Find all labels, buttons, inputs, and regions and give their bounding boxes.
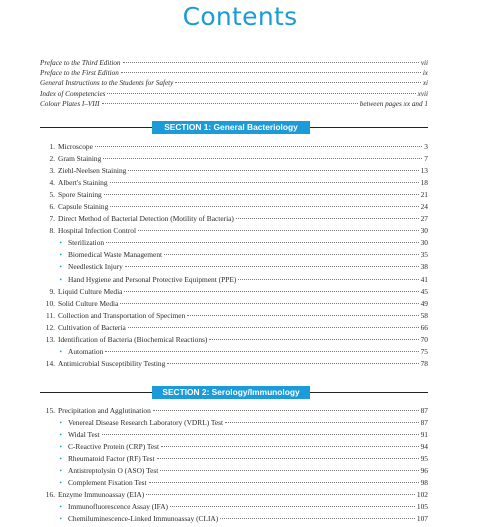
toc-subentry[interactable] (40, 274, 428, 286)
toc-entry-number: 2. (49, 154, 55, 164)
toc-entry[interactable] (40, 225, 428, 237)
section-1-heading: SECTION 1: General Bacteriology (152, 121, 310, 134)
toc-entry-page: 78 (420, 358, 428, 368)
toc-entry[interactable] (40, 489, 428, 501)
section-2-heading: SECTION 2: Serology/Immunology (152, 386, 310, 399)
toc-subentry[interactable] (40, 441, 428, 453)
toc-subentry[interactable] (40, 237, 428, 249)
toc-entry-number: 7. (49, 214, 55, 224)
toc-entry-label: Colour Plates I–VIII (40, 99, 100, 108)
dotted-leader (102, 434, 419, 435)
toc-entry-page: xi (422, 79, 428, 88)
dotted-leader (164, 254, 419, 255)
toc-entry-page: 27 (420, 214, 428, 224)
toc-subentry[interactable] (40, 429, 428, 441)
toc-entry[interactable] (40, 153, 428, 165)
toc-entry-page: 95 (420, 454, 428, 464)
dotted-leader (125, 266, 419, 267)
dotted-leader (104, 194, 419, 195)
toc-entry-page: 49 (420, 298, 428, 308)
toc-entry-page: 41 (420, 274, 428, 284)
toc-entry-label: Capsule Staining (58, 202, 109, 212)
toc-entry-page: 98 (420, 478, 428, 488)
bullet-icon: • (59, 347, 62, 356)
dotted-leader (103, 158, 422, 159)
toc-subentry[interactable] (40, 261, 428, 273)
toc-entry-number: 14. (45, 358, 55, 368)
toc-entry-page: ix (422, 69, 428, 78)
toc-entry-label: Enzyme Immunoassay (EIA) (58, 490, 145, 500)
toc-entry[interactable] (40, 405, 428, 417)
toc-entry[interactable] (40, 334, 428, 346)
toc-entry-label: Widal Test (68, 430, 100, 440)
toc-entry-page: 107 (416, 514, 428, 524)
toc-entry[interactable] (40, 141, 428, 153)
toc-entry[interactable] (40, 177, 428, 189)
toc-entry-label: Needlestick Injury (68, 262, 123, 272)
bullet-icon: • (59, 443, 62, 452)
toc-entry[interactable] (40, 68, 428, 78)
toc-entry[interactable] (40, 165, 428, 177)
toc-entry-label: Hand Hygiene and Personal Protective Equipment (PPE) (68, 274, 237, 284)
toc-entry-label: Precipitation and Agglutination (58, 406, 151, 415)
bullet-icon: • (59, 455, 62, 464)
toc-entry-page: 18 (420, 178, 428, 188)
toc-entry-page: between pages xx and 1 (359, 99, 428, 108)
toc-entry-label: Rheumatoid Factor (RF) Test (68, 454, 155, 464)
toc-entry-label: Antistreptolysin O (ASO) Test (68, 466, 159, 476)
toc-entry-label: Solid Culture Media (58, 298, 119, 308)
dotted-leader (236, 218, 419, 219)
toc-entry-label: Gram Staining (58, 154, 102, 164)
toc-entry-label: Hospital Infection Control (58, 226, 136, 236)
dotted-leader (238, 279, 418, 280)
toc-subentry[interactable] (40, 417, 428, 429)
toc-entry-label: C-Reactive Protein (CRP) Test (68, 442, 160, 452)
toc-entry[interactable] (40, 89, 428, 99)
toc-entry-label: Albert's Staining (58, 178, 108, 188)
toc-entry-label: Ziehl-Neelsen Staining (58, 166, 127, 176)
dotted-leader (105, 351, 418, 352)
bullet-icon: • (59, 263, 62, 272)
page-title: Contents (182, 2, 298, 31)
toc-entry-label: Cultivation of Bacteria (58, 322, 126, 332)
toc-entry-page: 45 (420, 286, 428, 296)
toc-subentry[interactable] (40, 501, 428, 513)
bullet-icon: • (59, 251, 62, 260)
toc-entry-page: 96 (420, 466, 428, 476)
dotted-leader (124, 291, 418, 292)
toc-entry-label: General Instructions to the Students for Safety (40, 79, 174, 88)
dotted-leader (225, 422, 419, 423)
dotted-leader (110, 206, 418, 207)
dotted-leader (128, 170, 418, 171)
toc-entry-page: 13 (420, 166, 428, 176)
toc-entry-number: 16. (45, 490, 55, 500)
toc-entry-page: xvii (417, 89, 428, 98)
dotted-leader (138, 230, 419, 231)
dotted-leader (209, 339, 418, 340)
toc-entry-page: 58 (420, 310, 428, 320)
toc-entry-page: 21 (420, 190, 428, 200)
dotted-leader (106, 242, 418, 243)
dotted-leader (167, 363, 418, 364)
toc-entry-label: Biomedical Waste Management (68, 250, 163, 260)
dotted-leader (110, 182, 419, 183)
toc-subentry[interactable] (40, 513, 428, 525)
toc-entry-number: 12. (45, 322, 55, 332)
toc-entry-page: 35 (420, 250, 428, 260)
toc-entry-label: Venereal Disease Research Laboratory (VDRL) Test (68, 418, 224, 428)
toc-entry-number: 11. (46, 310, 55, 320)
section-1-list (40, 141, 428, 370)
dotted-leader (220, 518, 415, 519)
toc-entry-page: 87 (420, 418, 428, 428)
toc-entry-page: 7 (424, 154, 428, 164)
toc-entry-label: Chemiluminescence-Linked Immunoassay (CLIA) (68, 514, 219, 524)
toc-entry-page: 66 (420, 322, 428, 332)
bullet-icon: • (59, 515, 62, 524)
toc-entry-page: vii (420, 59, 428, 67)
toc-entry-number: 5. (49, 190, 55, 200)
toc-entry-label: Collection and Transportation of Specimen (58, 310, 186, 320)
toc-entry-page: 94 (420, 442, 428, 452)
toc-entry-label: Microscope (58, 142, 93, 151)
toc-entry-page: 75 (420, 346, 428, 356)
toc-entry-page: 38 (420, 262, 428, 272)
toc-entry[interactable] (40, 58, 428, 68)
bullet-icon: • (59, 467, 62, 476)
toc-entry[interactable] (40, 286, 428, 298)
toc-entry-label: Immunofluorescence Assay (IFA) (68, 502, 169, 512)
toc-subentry[interactable] (40, 249, 428, 261)
dotted-leader (123, 62, 419, 63)
toc-entry-label: Preface to the First Edition (40, 69, 119, 78)
toc-entry-number: 6. (49, 202, 55, 212)
dotted-leader (120, 303, 418, 304)
toc-entry[interactable] (40, 201, 428, 213)
dotted-leader (175, 82, 420, 83)
dotted-leader (121, 72, 421, 73)
toc-entry[interactable] (40, 213, 428, 225)
toc-entry-number: 10. (45, 298, 55, 308)
toc-subentry[interactable] (40, 453, 428, 465)
bullet-icon: • (59, 479, 62, 488)
toc-entry-page: 91 (420, 430, 428, 440)
dotted-leader (157, 458, 419, 459)
dotted-leader (153, 410, 419, 411)
toc-entry-page: 24 (420, 202, 428, 212)
bullet-icon: • (59, 503, 62, 512)
dotted-leader (128, 327, 419, 328)
toc-entry-number: 13. (45, 334, 55, 344)
toc-entry-label: Direct Method of Bacterial Detection (Motility of Bacteria) (58, 214, 234, 224)
toc-entry-label: Antimicrobial Susceptibility Testing (58, 358, 166, 368)
toc-entry-label: Liquid Culture Media (58, 286, 123, 296)
bullet-icon: • (59, 431, 62, 440)
toc-entry[interactable] (40, 322, 428, 334)
toc-entry[interactable] (40, 358, 428, 370)
dotted-leader (95, 146, 422, 147)
toc-entry-label: Sterilization (68, 238, 105, 248)
dotted-leader (107, 93, 415, 94)
toc-entry-page: 30 (420, 238, 428, 248)
front-matter-list (40, 58, 428, 109)
dotted-leader (170, 506, 415, 507)
toc-entry-number: 1. (49, 142, 55, 151)
toc-entry-page: 87 (420, 406, 428, 415)
toc-entry-page: 30 (420, 226, 428, 236)
toc-entry-number: 3. (49, 166, 55, 176)
bullet-icon: • (59, 275, 62, 284)
toc-entry[interactable] (40, 310, 428, 322)
toc-entry-label: Spore Staining (58, 190, 102, 200)
toc-entry-label: Preface to the Third Edition (40, 59, 121, 67)
dotted-leader (187, 315, 418, 316)
toc-entry[interactable] (40, 189, 428, 201)
toc-entry-page: 3 (424, 142, 428, 151)
dotted-leader (149, 482, 419, 483)
toc-entry-label: Complement Fixation Test (68, 478, 147, 488)
toc-subentry[interactable] (40, 477, 428, 489)
toc-entry-number: 8. (49, 226, 55, 236)
toc-entry-label: Index of Competencies (40, 89, 106, 98)
toc-entry-page: 70 (420, 334, 428, 344)
toc-subentry[interactable] (40, 465, 428, 477)
toc-entry[interactable] (40, 78, 428, 88)
toc-subentry[interactable] (40, 346, 428, 358)
dotted-leader (160, 470, 418, 471)
bullet-icon: • (59, 419, 62, 428)
toc-entry-label: Identification of Bacteria (Biochemical Reactions) (58, 334, 208, 344)
section-2-list (40, 405, 428, 525)
toc-entry-number: 15. (45, 406, 55, 415)
toc-entry-number: 4. (49, 178, 55, 188)
toc-entry[interactable] (40, 99, 428, 109)
toc-entry-page: 102 (416, 490, 428, 500)
toc-entry[interactable] (40, 298, 428, 310)
toc-entry-label: Automation (68, 346, 104, 356)
toc-entry-number: 9. (49, 286, 55, 296)
bullet-icon: • (59, 239, 62, 248)
dotted-leader (161, 446, 419, 447)
dotted-leader (102, 103, 358, 104)
toc-entry-page: 105 (416, 502, 428, 512)
dotted-leader (146, 494, 415, 495)
